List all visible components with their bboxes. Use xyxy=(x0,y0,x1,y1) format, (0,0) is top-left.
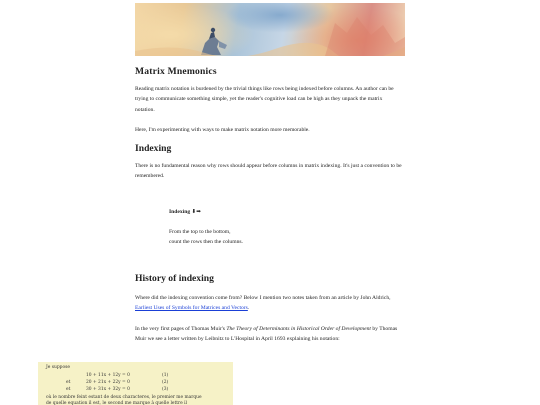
rider-silhouette-illustration xyxy=(135,3,405,56)
down-right-arrows-icon: ⬇➡ xyxy=(191,209,201,215)
indexing-heading: Indexing xyxy=(135,143,172,154)
mnemonic-title: Indexing xyxy=(169,209,191,215)
leibnitz-letter-scan xyxy=(38,362,233,405)
aldrich-article-link[interactable]: Earliest Uses of Symbols for Matrices and Vectors xyxy=(135,305,248,312)
intro-paragraph-2: Here, I'm experimenting with ways to make matrix notation more memorable. xyxy=(135,127,310,133)
history-paragraph-2: In the very first pages of Thomas Muir's The Theory of Determinants in Historical Order of Development by Thomas Muir we see a letter written by Leibnitz to L'Hospital in April 1693 explaining his notation: xyxy=(135,326,398,343)
scan-et-2: et xyxy=(66,387,71,392)
page-title: Matrix Mnemonics xyxy=(135,66,217,77)
muir-book-title: The Theory of Determinants in Historical Order of Development xyxy=(226,326,371,332)
scan-equation-2: 20 + 21x + 22y = 0 xyxy=(86,380,130,385)
indexing-mnemonic xyxy=(169,207,201,217)
history-heading: History of indexing xyxy=(135,273,214,284)
scan-equation-3-number: (3) xyxy=(162,387,169,392)
scan-et-1: et xyxy=(66,380,71,385)
history-paragraph-1: Where did the indexing convention come from? Below I mention two notes taken from an article by John Aldrich, Earliest Uses of Symbols for Matrices and Vectors. xyxy=(135,295,391,312)
content-column xyxy=(135,3,405,343)
scan-equation-2-number: (2) xyxy=(162,380,169,385)
scan-equation-1: 10 + 11x + 12y = 0 xyxy=(86,373,130,378)
mnemonic-line-2: count the rows then the columns. xyxy=(169,239,243,245)
scan-line-intro: Je suppose xyxy=(46,365,70,370)
indexing-paragraph: There is no fundamental reason why rows should appear before columns in matrix indexing. It's just a convention to be remembered. xyxy=(135,163,402,180)
scan-equation-1-number: (1) xyxy=(162,373,169,378)
intro-paragraph-1: Reading matrix notation is burdened by the trivial things like rows being indexed before columns. An author can be trying to communicate something simple, yet the reader's cognitive load can be high as they unpack the matrix notation. xyxy=(135,86,394,113)
scan-line-explanation-2: de quelle equation il est, le second me marque à quelle lettre il xyxy=(46,401,187,405)
header-banner-image xyxy=(135,3,405,56)
scan-line-explanation-1: où le nombre feint estant de deux characteres, le premier me marque xyxy=(46,395,202,400)
scan-equation-3: 30 + 31x + 32y = 0 xyxy=(86,387,130,392)
mnemonic-line-1: From the top to the bottom, xyxy=(169,229,231,235)
